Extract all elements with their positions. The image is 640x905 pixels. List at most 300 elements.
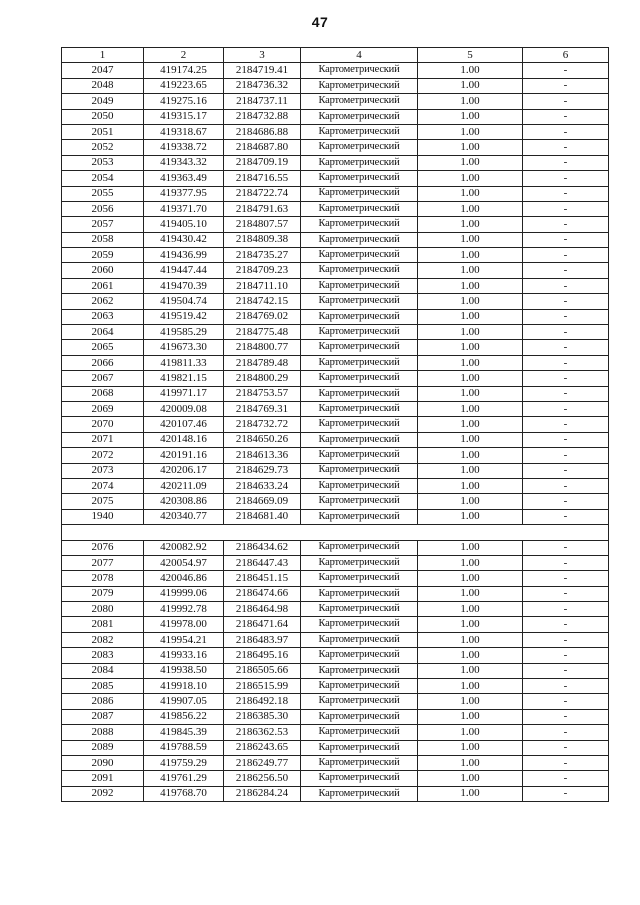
- accuracy-cell: 1.00: [418, 679, 523, 694]
- method-cell: Картометрический: [301, 663, 418, 678]
- x-coordinate-cell: 419999.06: [144, 586, 224, 601]
- accuracy-cell: 1.00: [418, 540, 523, 555]
- method-cell: Картометрический: [301, 571, 418, 586]
- note-cell: -: [523, 401, 609, 416]
- empty-cell: [418, 525, 523, 540]
- method-cell: Картометрический: [301, 509, 418, 524]
- accuracy-cell: 1.00: [418, 325, 523, 340]
- note-cell: -: [523, 278, 609, 293]
- note-cell: -: [523, 355, 609, 370]
- empty-cell: [224, 525, 301, 540]
- x-coordinate-cell: 419856.22: [144, 709, 224, 724]
- table-row: [62, 755, 609, 770]
- accuracy-cell: 1.00: [418, 417, 523, 432]
- method-cell: Картометрический: [301, 371, 418, 386]
- x-coordinate-cell: 419318.67: [144, 124, 224, 139]
- accuracy-cell: 1.00: [418, 94, 523, 109]
- note-cell: -: [523, 463, 609, 478]
- point-number-cell: 2068: [62, 386, 144, 401]
- point-number-cell: 2049: [62, 94, 144, 109]
- method-cell: Картометрический: [301, 448, 418, 463]
- table-row: [62, 232, 609, 247]
- point-number-cell: 2071: [62, 432, 144, 447]
- accuracy-cell: 1.00: [418, 432, 523, 447]
- y-coordinate-cell: 2184732.88: [224, 109, 301, 124]
- page-number: 47: [311, 14, 329, 30]
- x-coordinate-cell: 419971.17: [144, 386, 224, 401]
- method-cell: Картометрический: [301, 679, 418, 694]
- accuracy-cell: 1.00: [418, 755, 523, 770]
- x-coordinate-cell: 419918.10: [144, 679, 224, 694]
- point-number-cell: 2063: [62, 309, 144, 324]
- x-coordinate-cell: 419436.99: [144, 248, 224, 263]
- point-number-cell: 2081: [62, 617, 144, 632]
- method-cell: Картометрический: [301, 709, 418, 724]
- point-number-cell: 2061: [62, 278, 144, 293]
- method-cell: Картометрический: [301, 725, 418, 740]
- x-coordinate-cell: 419174.25: [144, 63, 224, 78]
- accuracy-cell: 1.00: [418, 617, 523, 632]
- accuracy-cell: 1.00: [418, 463, 523, 478]
- y-coordinate-cell: 2184687.80: [224, 140, 301, 155]
- note-cell: -: [523, 124, 609, 139]
- note-cell: -: [523, 478, 609, 493]
- x-coordinate-cell: 419978.00: [144, 617, 224, 632]
- table-row: [62, 278, 609, 293]
- table-row: [62, 109, 609, 124]
- point-number-cell: 2069: [62, 401, 144, 416]
- table-row: [62, 617, 609, 632]
- note-cell: -: [523, 325, 609, 340]
- x-coordinate-cell: 419992.78: [144, 602, 224, 617]
- table-body: [62, 48, 609, 802]
- method-cell: Картометрический: [301, 586, 418, 601]
- x-coordinate-cell: 419363.49: [144, 171, 224, 186]
- note-cell: -: [523, 263, 609, 278]
- accuracy-cell: 1.00: [418, 386, 523, 401]
- accuracy-cell: 1.00: [418, 278, 523, 293]
- table-row: [62, 294, 609, 309]
- accuracy-cell: 1.00: [418, 109, 523, 124]
- x-coordinate-cell: 419377.95: [144, 186, 224, 201]
- x-coordinate-cell: 419519.42: [144, 309, 224, 324]
- x-coordinate-cell: 420191.16: [144, 448, 224, 463]
- accuracy-cell: 1.00: [418, 509, 523, 524]
- x-coordinate-cell: 419275.16: [144, 94, 224, 109]
- empty-cell: [144, 525, 224, 540]
- y-coordinate-cell: 2184709.19: [224, 155, 301, 170]
- note-cell: -: [523, 509, 609, 524]
- note-cell: -: [523, 217, 609, 232]
- x-coordinate-cell: 419845.39: [144, 725, 224, 740]
- method-cell: Картометрический: [301, 78, 418, 93]
- note-cell: -: [523, 740, 609, 755]
- x-coordinate-cell: 419371.70: [144, 201, 224, 216]
- method-cell: Картометрический: [301, 201, 418, 216]
- accuracy-cell: 1.00: [418, 725, 523, 740]
- point-number-cell: 2054: [62, 171, 144, 186]
- x-coordinate-cell: 419788.59: [144, 740, 224, 755]
- method-cell: Картометрический: [301, 340, 418, 355]
- point-number-cell: 2051: [62, 124, 144, 139]
- note-cell: -: [523, 294, 609, 309]
- table-row: [62, 709, 609, 724]
- x-coordinate-cell: 420054.97: [144, 555, 224, 570]
- point-number-cell: 2091: [62, 771, 144, 786]
- y-coordinate-cell: 2184769.31: [224, 401, 301, 416]
- table-row: [62, 248, 609, 263]
- point-number-cell: 2053: [62, 155, 144, 170]
- note-cell: -: [523, 648, 609, 663]
- point-number-cell: 2050: [62, 109, 144, 124]
- table-row: [62, 463, 609, 478]
- method-cell: Картометрический: [301, 263, 418, 278]
- note-cell: -: [523, 448, 609, 463]
- point-number-cell: 2056: [62, 201, 144, 216]
- point-number-cell: 2065: [62, 340, 144, 355]
- y-coordinate-cell: 2184775.48: [224, 325, 301, 340]
- note-cell: -: [523, 340, 609, 355]
- empty-cell: [62, 525, 144, 540]
- note-cell: -: [523, 755, 609, 770]
- table-row: [62, 386, 609, 401]
- method-cell: Картометрический: [301, 186, 418, 201]
- method-cell: Картометрический: [301, 617, 418, 632]
- y-coordinate-cell: 2184807.57: [224, 217, 301, 232]
- method-cell: Картометрический: [301, 155, 418, 170]
- note-cell: -: [523, 432, 609, 447]
- accuracy-cell: 1.00: [418, 694, 523, 709]
- y-coordinate-cell: 2186362.53: [224, 725, 301, 740]
- table-row: [62, 694, 609, 709]
- y-coordinate-cell: 2186492.18: [224, 694, 301, 709]
- accuracy-cell: 1.00: [418, 186, 523, 201]
- accuracy-cell: 1.00: [418, 171, 523, 186]
- table-row: [62, 478, 609, 493]
- y-coordinate-cell: 2186249.77: [224, 755, 301, 770]
- point-number-cell: 2057: [62, 217, 144, 232]
- accuracy-cell: 1.00: [418, 155, 523, 170]
- table-row: [62, 771, 609, 786]
- table-row: [62, 571, 609, 586]
- point-number-cell: 1940: [62, 509, 144, 524]
- method-cell: Картометрический: [301, 463, 418, 478]
- method-cell: Картометрический: [301, 109, 418, 124]
- note-cell: -: [523, 386, 609, 401]
- x-coordinate-cell: 419315.17: [144, 109, 224, 124]
- note-cell: -: [523, 679, 609, 694]
- table-row: [62, 648, 609, 663]
- accuracy-cell: 1.00: [418, 494, 523, 509]
- y-coordinate-cell: 2186243.65: [224, 740, 301, 755]
- x-coordinate-cell: 419585.29: [144, 325, 224, 340]
- x-coordinate-cell: 419430.42: [144, 232, 224, 247]
- x-coordinate-cell: 420009.08: [144, 401, 224, 416]
- table-row: [62, 417, 609, 432]
- table-row: [62, 186, 609, 201]
- accuracy-cell: 1.00: [418, 632, 523, 647]
- point-number-cell: 2058: [62, 232, 144, 247]
- x-coordinate-cell: 420308.86: [144, 494, 224, 509]
- note-cell: -: [523, 540, 609, 555]
- point-number-cell: 2080: [62, 602, 144, 617]
- point-number-cell: 2072: [62, 448, 144, 463]
- note-cell: -: [523, 555, 609, 570]
- accuracy-cell: 1.00: [418, 248, 523, 263]
- method-cell: Картометрический: [301, 248, 418, 263]
- table-row: [62, 309, 609, 324]
- x-coordinate-cell: 420206.17: [144, 463, 224, 478]
- table-row: [62, 63, 609, 78]
- table-row: [62, 78, 609, 93]
- y-coordinate-cell: 2186256.50: [224, 771, 301, 786]
- table-row: [62, 94, 609, 109]
- y-coordinate-cell: 2186447.43: [224, 555, 301, 570]
- table-row: [62, 786, 609, 801]
- y-coordinate-cell: 2186495.16: [224, 648, 301, 663]
- y-coordinate-cell: 2184809.38: [224, 232, 301, 247]
- method-cell: Картометрический: [301, 140, 418, 155]
- y-coordinate-cell: 2186471.64: [224, 617, 301, 632]
- accuracy-cell: 1.00: [418, 63, 523, 78]
- table-row: [62, 171, 609, 186]
- table-row: [62, 555, 609, 570]
- method-cell: Картометрический: [301, 417, 418, 432]
- accuracy-cell: 1.00: [418, 571, 523, 586]
- method-cell: Картометрический: [301, 786, 418, 801]
- empty-cell: [523, 525, 609, 540]
- group-separator-row: [62, 525, 609, 540]
- x-coordinate-cell: 419504.74: [144, 294, 224, 309]
- method-cell: Картометрический: [301, 232, 418, 247]
- note-cell: -: [523, 602, 609, 617]
- method-cell: Картометрический: [301, 355, 418, 370]
- point-number-cell: 2092: [62, 786, 144, 801]
- y-coordinate-cell: 2186284.24: [224, 786, 301, 801]
- y-coordinate-cell: 2184669.09: [224, 494, 301, 509]
- method-cell: Картометрический: [301, 540, 418, 555]
- accuracy-cell: 1.00: [418, 263, 523, 278]
- accuracy-cell: 1.00: [418, 140, 523, 155]
- y-coordinate-cell: 2184789.48: [224, 355, 301, 370]
- y-coordinate-cell: 2186505.66: [224, 663, 301, 678]
- point-number-cell: 2079: [62, 586, 144, 601]
- accuracy-cell: 1.00: [418, 709, 523, 724]
- note-cell: -: [523, 232, 609, 247]
- method-cell: Картометрический: [301, 771, 418, 786]
- table-row: [62, 740, 609, 755]
- note-cell: -: [523, 694, 609, 709]
- accuracy-cell: 1.00: [418, 401, 523, 416]
- note-cell: -: [523, 201, 609, 216]
- point-number-cell: 2070: [62, 417, 144, 432]
- y-coordinate-cell: 2184736.32: [224, 78, 301, 93]
- x-coordinate-cell: 419447.44: [144, 263, 224, 278]
- note-cell: -: [523, 663, 609, 678]
- point-number-cell: 2086: [62, 694, 144, 709]
- note-cell: -: [523, 63, 609, 78]
- header-row: [62, 48, 609, 63]
- point-number-cell: 2064: [62, 325, 144, 340]
- table-row: [62, 540, 609, 555]
- y-coordinate-cell: 2184719.41: [224, 63, 301, 78]
- y-coordinate-cell: 2184613.36: [224, 448, 301, 463]
- accuracy-cell: 1.00: [418, 309, 523, 324]
- accuracy-cell: 1.00: [418, 355, 523, 370]
- point-number-cell: 2084: [62, 663, 144, 678]
- table-row: [62, 217, 609, 232]
- method-cell: Картометрический: [301, 432, 418, 447]
- y-coordinate-cell: 2184716.55: [224, 171, 301, 186]
- coordinates-table: [61, 47, 609, 802]
- point-number-cell: 2055: [62, 186, 144, 201]
- note-cell: -: [523, 309, 609, 324]
- note-cell: -: [523, 94, 609, 109]
- method-cell: Картометрический: [301, 217, 418, 232]
- point-number-cell: 2077: [62, 555, 144, 570]
- table-row: [62, 140, 609, 155]
- accuracy-cell: 1.00: [418, 371, 523, 386]
- y-coordinate-cell: 2186515.99: [224, 679, 301, 694]
- table-row: [62, 725, 609, 740]
- header-cell: 1: [62, 48, 144, 63]
- y-coordinate-cell: 2184753.57: [224, 386, 301, 401]
- empty-cell: [301, 525, 418, 540]
- point-number-cell: 2047: [62, 63, 144, 78]
- accuracy-cell: 1.00: [418, 78, 523, 93]
- y-coordinate-cell: 2184709.23: [224, 263, 301, 278]
- method-cell: Картометрический: [301, 602, 418, 617]
- table-row: [62, 201, 609, 216]
- note-cell: -: [523, 617, 609, 632]
- note-cell: -: [523, 155, 609, 170]
- table-row: [62, 401, 609, 416]
- table-row: [62, 679, 609, 694]
- note-cell: -: [523, 586, 609, 601]
- accuracy-cell: 1.00: [418, 124, 523, 139]
- table-row: [62, 124, 609, 139]
- note-cell: -: [523, 186, 609, 201]
- accuracy-cell: 1.00: [418, 201, 523, 216]
- point-number-cell: 2085: [62, 679, 144, 694]
- y-coordinate-cell: 2184629.73: [224, 463, 301, 478]
- y-coordinate-cell: 2186464.98: [224, 602, 301, 617]
- note-cell: -: [523, 786, 609, 801]
- point-number-cell: 2066: [62, 355, 144, 370]
- method-cell: Картометрический: [301, 694, 418, 709]
- header-cell: 2: [144, 48, 224, 63]
- y-coordinate-cell: 2184769.02: [224, 309, 301, 324]
- x-coordinate-cell: 419338.72: [144, 140, 224, 155]
- x-coordinate-cell: 420211.09: [144, 478, 224, 493]
- method-cell: Картометрический: [301, 632, 418, 647]
- y-coordinate-cell: 2184737.11: [224, 94, 301, 109]
- table-row: [62, 632, 609, 647]
- y-coordinate-cell: 2184791.63: [224, 201, 301, 216]
- method-cell: Картометрический: [301, 171, 418, 186]
- method-cell: Картометрический: [301, 478, 418, 493]
- x-coordinate-cell: 419343.32: [144, 155, 224, 170]
- table-row: [62, 340, 609, 355]
- method-cell: Картометрический: [301, 124, 418, 139]
- accuracy-cell: 1.00: [418, 217, 523, 232]
- point-number-cell: 2075: [62, 494, 144, 509]
- x-coordinate-cell: 419954.21: [144, 632, 224, 647]
- note-cell: -: [523, 171, 609, 186]
- method-cell: Картометрический: [301, 294, 418, 309]
- y-coordinate-cell: 2184742.15: [224, 294, 301, 309]
- method-cell: Картометрический: [301, 278, 418, 293]
- table-row: [62, 448, 609, 463]
- point-number-cell: 2067: [62, 371, 144, 386]
- y-coordinate-cell: 2186483.97: [224, 632, 301, 647]
- y-coordinate-cell: 2184633.24: [224, 478, 301, 493]
- x-coordinate-cell: 419223.65: [144, 78, 224, 93]
- accuracy-cell: 1.00: [418, 663, 523, 678]
- y-coordinate-cell: 2184800.29: [224, 371, 301, 386]
- point-number-cell: 2089: [62, 740, 144, 755]
- x-coordinate-cell: 419821.15: [144, 371, 224, 386]
- x-coordinate-cell: 420107.46: [144, 417, 224, 432]
- x-coordinate-cell: 420148.16: [144, 432, 224, 447]
- method-cell: Картометрический: [301, 386, 418, 401]
- accuracy-cell: 1.00: [418, 586, 523, 601]
- x-coordinate-cell: 419811.33: [144, 355, 224, 370]
- table-row: [62, 509, 609, 524]
- note-cell: -: [523, 140, 609, 155]
- accuracy-cell: 1.00: [418, 740, 523, 755]
- point-number-cell: 2059: [62, 248, 144, 263]
- y-coordinate-cell: 2184686.88: [224, 124, 301, 139]
- y-coordinate-cell: 2184650.26: [224, 432, 301, 447]
- table-row: [62, 494, 609, 509]
- point-number-cell: 2078: [62, 571, 144, 586]
- accuracy-cell: 1.00: [418, 448, 523, 463]
- method-cell: Картометрический: [301, 94, 418, 109]
- table-row: [62, 663, 609, 678]
- x-coordinate-cell: 419768.70: [144, 786, 224, 801]
- y-coordinate-cell: 2186474.66: [224, 586, 301, 601]
- point-number-cell: 2087: [62, 709, 144, 724]
- note-cell: -: [523, 109, 609, 124]
- point-number-cell: 2062: [62, 294, 144, 309]
- note-cell: -: [523, 709, 609, 724]
- table-row: [62, 602, 609, 617]
- note-cell: -: [523, 371, 609, 386]
- point-number-cell: 2083: [62, 648, 144, 663]
- accuracy-cell: 1.00: [418, 232, 523, 247]
- y-coordinate-cell: 2186434.62: [224, 540, 301, 555]
- accuracy-cell: 1.00: [418, 771, 523, 786]
- table-row: [62, 371, 609, 386]
- method-cell: Картометрический: [301, 755, 418, 770]
- y-coordinate-cell: 2184711.10: [224, 278, 301, 293]
- x-coordinate-cell: 419907.05: [144, 694, 224, 709]
- accuracy-cell: 1.00: [418, 478, 523, 493]
- note-cell: -: [523, 417, 609, 432]
- accuracy-cell: 1.00: [418, 602, 523, 617]
- y-coordinate-cell: 2184800.77: [224, 340, 301, 355]
- note-cell: -: [523, 494, 609, 509]
- y-coordinate-cell: 2186385.30: [224, 709, 301, 724]
- table-row: [62, 355, 609, 370]
- accuracy-cell: 1.00: [418, 555, 523, 570]
- point-number-cell: 2090: [62, 755, 144, 770]
- note-cell: -: [523, 571, 609, 586]
- method-cell: Картометрический: [301, 555, 418, 570]
- table-row: [62, 432, 609, 447]
- x-coordinate-cell: 419405.10: [144, 217, 224, 232]
